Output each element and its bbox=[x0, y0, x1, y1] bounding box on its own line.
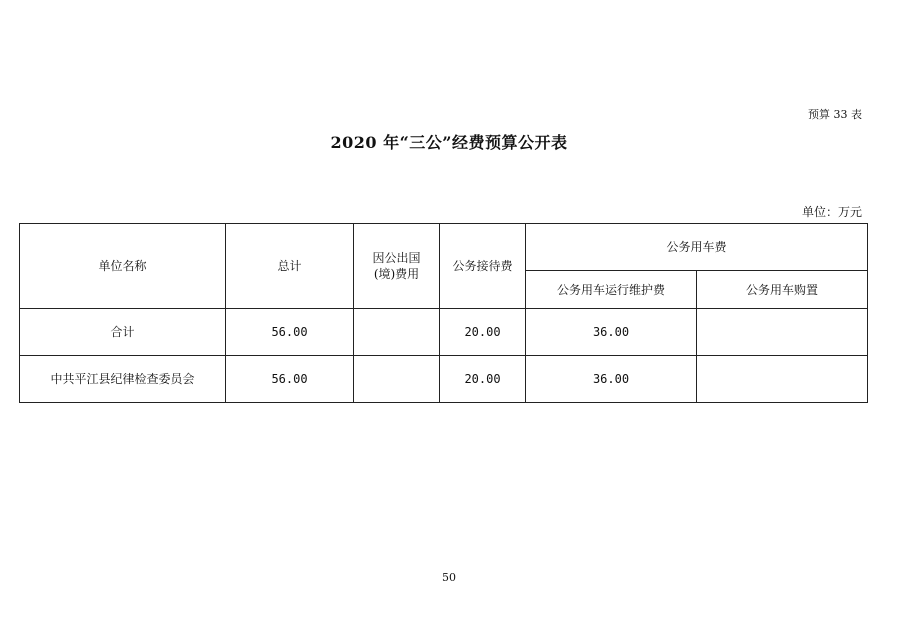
header-overseas-line1: 因公出国 bbox=[372, 251, 421, 265]
header-vehicle: 公务用车费 bbox=[526, 224, 868, 271]
cell-vehicle-purchase bbox=[697, 356, 868, 403]
cell-reception: 20.00 bbox=[440, 309, 526, 356]
header-reception: 公务接待费 bbox=[440, 224, 526, 309]
cell-unit-name: 中共平江县纪律检查委员会 bbox=[20, 356, 226, 403]
cell-overseas bbox=[354, 309, 440, 356]
cell-total: 56.00 bbox=[226, 309, 354, 356]
cell-unit-name: 合计 bbox=[20, 309, 226, 356]
cell-vehicle-operation: 36.00 bbox=[526, 309, 697, 356]
header-vehicle-purchase: 公务用车购置 bbox=[697, 271, 868, 309]
header-vehicle-operation: 公务用车运行维护费 bbox=[526, 271, 697, 309]
cell-total: 56.00 bbox=[226, 356, 354, 403]
header-overseas-line2: (境)费用 bbox=[373, 267, 420, 281]
header-row-1 bbox=[20, 224, 868, 271]
table-row bbox=[20, 309, 868, 356]
header-overseas bbox=[354, 224, 440, 309]
cell-vehicle-purchase bbox=[697, 309, 868, 356]
header-unit-name: 单位名称 bbox=[20, 224, 226, 309]
unit-label: 单位：万元 bbox=[801, 205, 862, 219]
table-reference: 预算 33 表 bbox=[808, 108, 862, 121]
budget-table bbox=[19, 223, 868, 403]
header-total: 总计 bbox=[226, 224, 354, 309]
page-title: 2020 年“三公”经费预算公开表 bbox=[330, 133, 568, 152]
cell-overseas bbox=[354, 356, 440, 403]
cell-vehicle-operation: 36.00 bbox=[526, 356, 697, 403]
cell-reception: 20.00 bbox=[440, 356, 526, 403]
table-row bbox=[20, 356, 868, 403]
page-number: 50 bbox=[442, 571, 456, 584]
